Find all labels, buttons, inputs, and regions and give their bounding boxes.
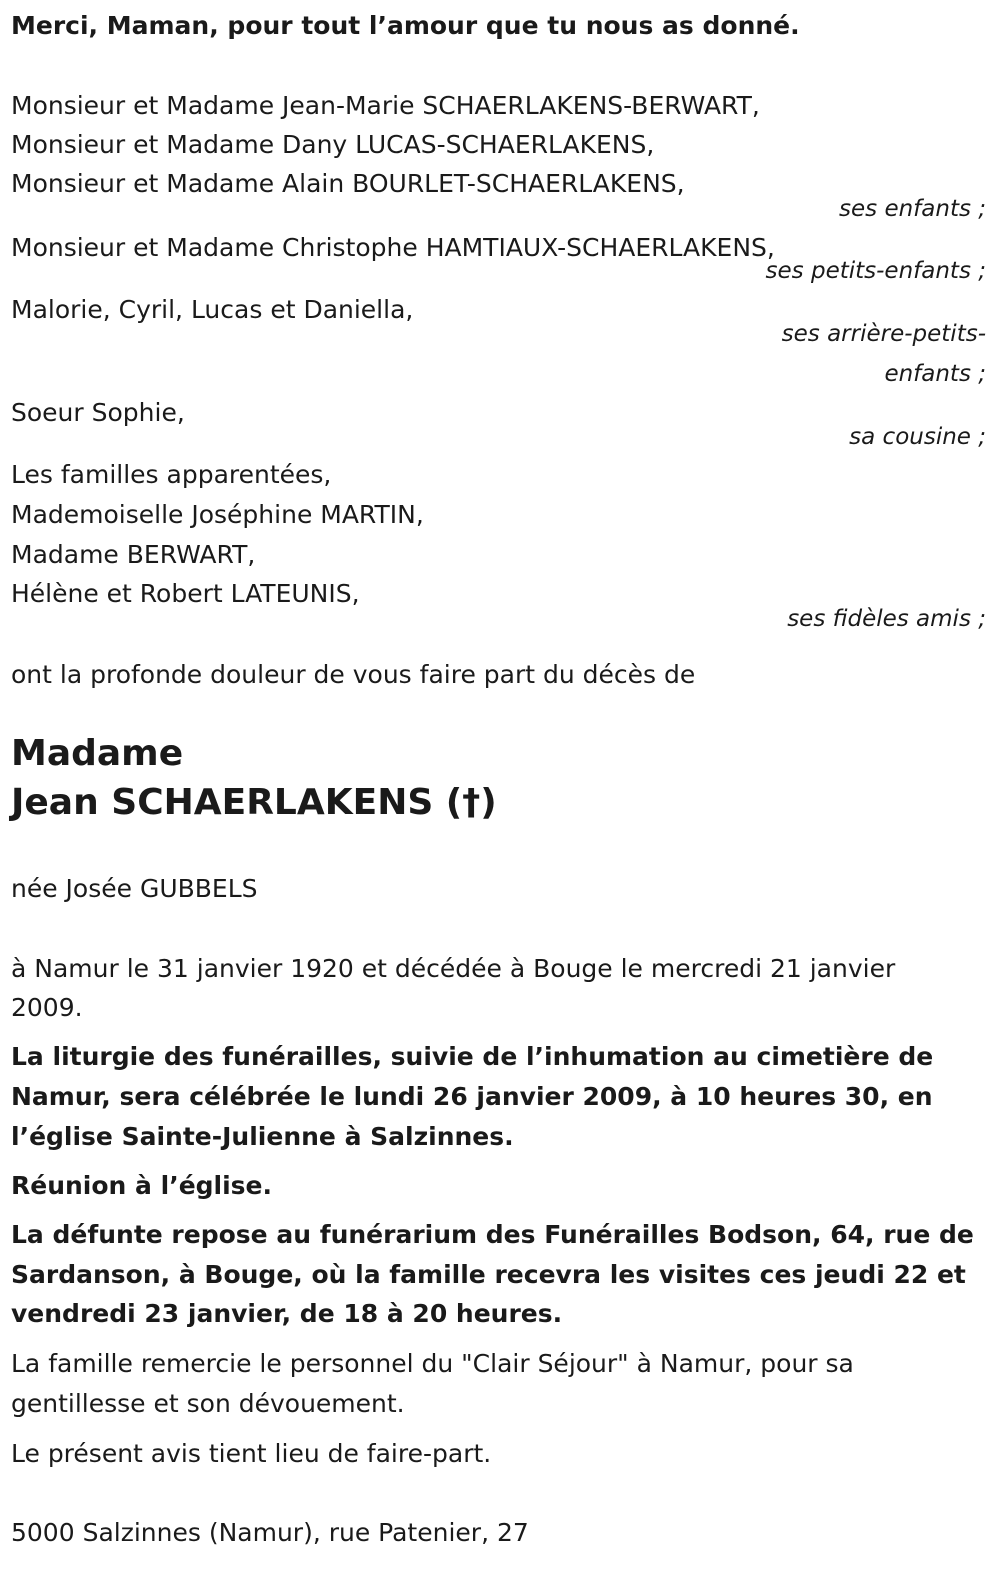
liturgy-line: l’église Sainte-Julienne à Salzinnes. bbox=[11, 1122, 514, 1151]
great-grandchildren-line: Malorie, Cyril, Lucas et Daniella, bbox=[11, 295, 414, 324]
notice: Le présent avis tient lieu de faire-part. bbox=[11, 1439, 492, 1468]
birth-name: née Josée GUBBELS bbox=[11, 874, 258, 903]
children-line: Monsieur et Madame Jean-Marie SCHAERLAKENS-BERWART, bbox=[11, 91, 760, 120]
children-line: Monsieur et Madame Alain BOURLET-SCHAERLAKENS, bbox=[11, 169, 685, 198]
grandchildren-line: Monsieur et Madame Christophe HAMTIAUX-SCHAERLAKENS, bbox=[11, 233, 775, 262]
friends-line: Mademoiselle Joséphine MARTIN, bbox=[11, 500, 424, 529]
children-line: Monsieur et Madame Dany LUCAS-SCHAERLAKENS, bbox=[11, 130, 655, 159]
liturgy-line: Namur, sera célébrée le lundi 26 janvier 2009, à 10 heures 30, en bbox=[11, 1082, 933, 1111]
grandchildren-role: ses petits-enfants ; bbox=[765, 258, 986, 284]
deceased-name: Jean SCHAERLAKENS (†) bbox=[11, 782, 497, 823]
thanks-line: La famille remercie le personnel du "Clair Séjour" à Namur, pour sa bbox=[11, 1349, 854, 1378]
funerarium-line: Sardanson, à Bouge, où la famille recevra les visites ces jeudi 22 et bbox=[11, 1260, 966, 1289]
friends-line: Madame BERWART, bbox=[11, 540, 256, 569]
announcement: ont la profonde douleur de vous faire part du décès de bbox=[11, 660, 696, 689]
great-grandchildren-role: enfants ; bbox=[884, 361, 986, 387]
thanks-line: gentillesse et son dévouement. bbox=[11, 1389, 405, 1418]
dates-line: à Namur le 31 janvier 1920 et décédée à Bouge le mercredi 21 janvier bbox=[11, 954, 896, 983]
cousin-line: Soeur Sophie, bbox=[11, 398, 185, 427]
cousin-role: sa cousine ; bbox=[849, 424, 986, 450]
friends-line: Les familles apparentées, bbox=[11, 460, 332, 489]
friends-role: ses fidèles amis ; bbox=[787, 606, 986, 632]
deceased-title: Madame bbox=[11, 733, 184, 774]
heading: Merci, Maman, pour tout l’amour que tu nous as donné. bbox=[11, 11, 800, 40]
children-role: ses enfants ; bbox=[839, 196, 986, 222]
great-grandchildren-role: ses arrière-petits- bbox=[781, 321, 986, 347]
meeting: Réunion à l’église. bbox=[11, 1171, 273, 1200]
funerarium-line: La défunte repose au funérarium des Funérailles Bodson, 64, rue de bbox=[11, 1220, 974, 1249]
dates-line: 2009. bbox=[11, 993, 83, 1022]
liturgy-line: La liturgie des funérailles, suivie de l’inhumation au cimetière de bbox=[11, 1042, 934, 1071]
address: 5000 Salzinnes (Namur), rue Patenier, 27 bbox=[11, 1518, 529, 1547]
friends-line: Hélène et Robert LATEUNIS, bbox=[11, 579, 360, 608]
funerarium-line: vendredi 23 janvier, de 18 à 20 heures. bbox=[11, 1299, 563, 1328]
